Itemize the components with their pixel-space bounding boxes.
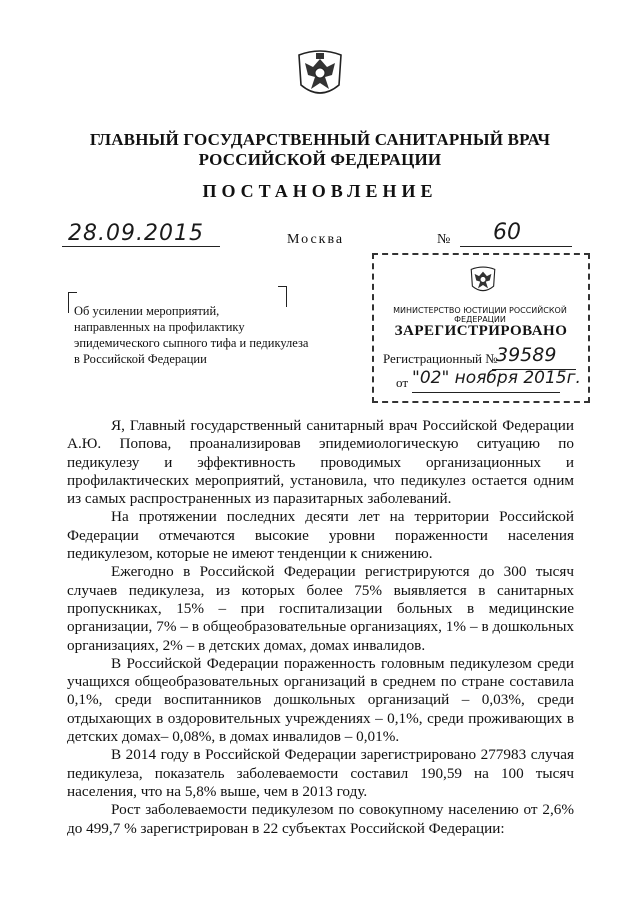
registration-stamp: [372, 253, 590, 403]
subject-line: эпидемического сыпного тифа и педикулеза: [74, 336, 309, 350]
authority-title-line-1: ГЛАВНЫЙ ГОСУДАРСТВЕННЫЙ САНИТАРНЫЙ ВРАЧ: [89, 130, 551, 149]
subject-line: Об усилении мероприятий,: [74, 304, 220, 318]
authority-title-line-2: РОССИЙСКОЙ ФЕДЕРАЦИИ: [198, 150, 442, 169]
body-paragraph: В Российской Федерации пораженность головным педикулезом среди учащихся общеобразовательных организаций в среднем по стране составила 0,1%, среди воспитанников дошкольных организаций – 0,03%, среди отдыхающих в оздоровительных учреждениях – 0,1%, среди проживающих в детских домах– 0,08%, в домах инвалидов – 0,01%.: [67, 654, 574, 746]
body-paragraph: В 2014 году в Российской Федерации зарегистрировано 277983 случая педикулеза, показатель заболеваемости составил 190,59 на 100 тысяч населения, что на 5,8% выше, чем в 2013 году.: [67, 746, 574, 800]
body-paragraph: На протяжении последних десяти лет на территории Российской Федерации отмечаются высокие уровни пораженности населения педикулезом, которые не имеют тенденции к снижению.: [67, 508, 574, 563]
document-body: [67, 417, 574, 838]
stamp-from-label: от: [396, 375, 409, 390]
subject-line: в Российской Федерации: [74, 352, 207, 366]
document-city: Москва: [287, 232, 345, 247]
body-paragraph: Я, Главный государственный санитарный врач Российской Федерации А.Ю. Попова, проанализировав эпидемиологическую ситуацию по педикулезу и эффективность проводимых организационных и профилактических мероприятий, установила, что педикулез остается одним из самых распространенных из паразитарных заболеваний.: [67, 417, 574, 508]
coat-of-arms-icon: [295, 45, 345, 103]
body-paragraph: Ежегодно в Российской Федерации регистрируются до 300 тысяч случаев педикулеза, из которых более 75% выявляется в санитарных пропускниках, 15% – при госпитализации больных в медицинские организации, 7% – в общеобразовательные организациях, 1% – в дошкольных организациях, 2% – в детских домах, домах инвалидов.: [67, 563, 574, 654]
stamp-date-underline: [412, 392, 560, 393]
body-paragraph: Рост заболеваемости педикулезом по совокупному населению от 2,6% до 499,7 % зарегистрирован в 22 субъектах Российской Федерации:: [67, 801, 574, 837]
subject-line: направленных на профилактику: [74, 320, 245, 334]
stamp-coat-of-arms-icon: [469, 263, 497, 297]
stamp-registration-label: Регистрационный №: [383, 351, 498, 366]
number-label: №: [437, 232, 451, 247]
document-type-title: ПОСТАНОВЛЕНИЕ: [202, 181, 438, 201]
document-date: 28.09.2015: [68, 221, 204, 246]
document-subject: [74, 303, 314, 367]
stamp-ministry: МИНИСТЕРСТВО ЮСТИЦИИ РОССИЙСКОЙ ФЕДЕРАЦИИ: [393, 306, 567, 324]
stamp-registration-number: 39589: [496, 344, 557, 366]
stamp-registered: ЗАРЕГИСТРИРОВАНО: [394, 323, 568, 339]
number-underline: [460, 246, 572, 247]
document-number: 60: [493, 220, 521, 245]
date-underline: [62, 246, 220, 247]
stamp-from-date: "02" ноября 2015г.: [412, 368, 581, 388]
